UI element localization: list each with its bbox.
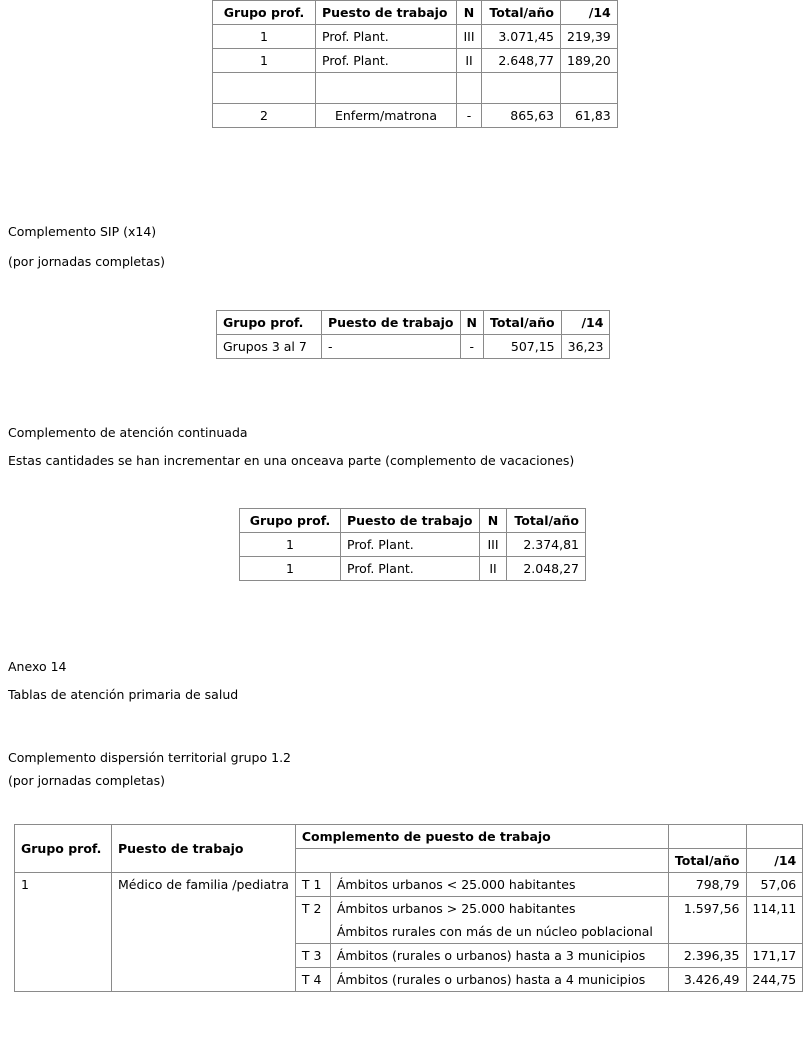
col-puesto-trabajo: Puesto de trabajo	[341, 509, 480, 533]
col-n: N	[457, 1, 482, 25]
table-atencion-continuada	[239, 508, 586, 581]
cell-puesto: Prof. Plant.	[316, 25, 457, 49]
cell-tramo: T 3	[295, 944, 330, 968]
cell-catorce: 61,83	[561, 104, 618, 128]
col-complemento-puesto: Complemento de puesto de trabajo	[295, 825, 668, 849]
cell-total: 865,63	[482, 104, 561, 128]
table-row	[213, 25, 618, 49]
spacer-cell-catorce	[746, 825, 803, 849]
cell-catorce	[561, 73, 618, 104]
col-grupo-prof: Grupo prof.	[217, 311, 322, 335]
cell-grupo	[213, 73, 316, 104]
table-row	[217, 335, 610, 359]
cell-puesto: Médico de familia /pediatra	[112, 873, 296, 992]
cell-total: 3.071,45	[482, 25, 561, 49]
subheader-blank	[295, 849, 668, 873]
paragraph-anexo-14: Anexo 14	[8, 659, 67, 674]
cell-total: 2.648,77	[482, 49, 561, 73]
paragraph-tablas-atencion-primaria: Tablas de atención primaria de salud	[8, 687, 239, 702]
paragraph-jornadas-completas-1: (por jornadas completas)	[8, 254, 166, 269]
cell-descripcion: Ámbitos (rurales o urbanos) hasta a 3 municipios	[330, 944, 668, 968]
table-header-row	[213, 1, 618, 25]
col-puesto-trabajo: Puesto de trabajo	[316, 1, 457, 25]
paragraph-atencion-continuada: Complemento de atención continuada	[8, 425, 248, 440]
col-catorce: /14	[561, 1, 618, 25]
table-row	[240, 533, 586, 557]
cell-grupo: 1	[213, 25, 316, 49]
paragraph-complemento-dispersion: Complemento dispersión territorial grupo 1.2	[8, 750, 291, 765]
paragraph-incremento-onceava: Estas cantidades se han incrementar en una onceava parte (complemento de vacaciones)	[8, 453, 575, 468]
cell-tramo: T 1	[295, 873, 330, 897]
table-header-row	[240, 509, 586, 533]
col-total-ano: Total/año	[482, 1, 561, 25]
cell-catorce: 114,11	[746, 897, 803, 944]
table-row-empty	[213, 73, 618, 104]
cell-descripcion: Ámbitos urbanos > 25.000 habitantes	[330, 897, 668, 921]
cell-n	[457, 73, 482, 104]
cell-puesto: Prof. Plant.	[341, 557, 480, 581]
spacer-cell-total	[668, 825, 746, 849]
cell-descripcion: Ámbitos urbanos < 25.000 habitantes	[330, 873, 668, 897]
cell-catorce: 171,17	[746, 944, 803, 968]
table-header-row	[15, 825, 803, 849]
cell-total: 507,15	[483, 335, 561, 359]
cell-tramo: T 4	[295, 968, 330, 992]
cell-total: 2.048,27	[507, 557, 586, 581]
table-retribuciones-1	[212, 0, 618, 128]
table-row	[240, 557, 586, 581]
cell-total: 2.374,81	[507, 533, 586, 557]
cell-catorce: 244,75	[746, 968, 803, 992]
paragraph-complemento-sip: Complemento SIP (x14)	[8, 224, 157, 239]
cell-n: II	[457, 49, 482, 73]
cell-n: -	[457, 104, 482, 128]
cell-descripcion: Ámbitos rurales con más de un núcleo poblacional	[330, 920, 668, 944]
cell-grupo: 1	[15, 873, 112, 992]
cell-grupo: 1	[213, 49, 316, 73]
table-4-wrapper	[14, 824, 803, 992]
cell-puesto: Prof. Plant.	[341, 533, 480, 557]
cell-grupo: Grupos 3 al 7	[217, 335, 322, 359]
col-grupo-prof: Grupo prof.	[240, 509, 341, 533]
cell-puesto: Prof. Plant.	[316, 49, 457, 73]
cell-grupo: 2	[213, 104, 316, 128]
cell-grupo: 1	[240, 557, 341, 581]
col-puesto-trabajo: Puesto de trabajo	[112, 825, 296, 873]
col-grupo-prof: Grupo prof.	[213, 1, 316, 25]
table-complemento-sip	[216, 310, 610, 359]
cell-total	[482, 73, 561, 104]
table-1-wrapper	[212, 0, 618, 128]
cell-grupo: 1	[240, 533, 341, 557]
col-puesto-trabajo: Puesto de trabajo	[322, 311, 461, 335]
table-row	[213, 104, 618, 128]
table-dispersion-territorial	[14, 824, 803, 992]
cell-total: 798,79	[668, 873, 746, 897]
col-n: N	[480, 509, 507, 533]
table-row	[15, 873, 803, 897]
cell-total: 3.426,49	[668, 968, 746, 992]
cell-total: 1.597,56	[668, 897, 746, 944]
cell-tramo: T 2	[295, 897, 330, 944]
cell-catorce: 219,39	[561, 25, 618, 49]
cell-n: II	[480, 557, 507, 581]
cell-puesto	[316, 73, 457, 104]
cell-catorce: 189,20	[561, 49, 618, 73]
cell-n: III	[457, 25, 482, 49]
table-row	[213, 49, 618, 73]
cell-n: -	[460, 335, 483, 359]
col-total-ano: Total/año	[483, 311, 561, 335]
paragraph-jornadas-completas-2: (por jornadas completas)	[8, 773, 166, 788]
cell-descripcion: Ámbitos (rurales o urbanos) hasta a 4 municipios	[330, 968, 668, 992]
cell-puesto: -	[322, 335, 461, 359]
col-total-ano: Total/año	[507, 509, 586, 533]
col-catorce: /14	[561, 311, 610, 335]
col-grupo-prof: Grupo prof.	[15, 825, 112, 873]
table-header-row	[217, 311, 610, 335]
col-total-ano: Total/año	[668, 849, 746, 873]
cell-catorce: 57,06	[746, 873, 803, 897]
table-2-wrapper	[216, 310, 610, 359]
cell-n: III	[480, 533, 507, 557]
table-3-wrapper	[239, 508, 586, 581]
col-catorce: /14	[746, 849, 803, 873]
cell-puesto: Enferm/matrona	[316, 104, 457, 128]
col-n: N	[460, 311, 483, 335]
cell-total: 2.396,35	[668, 944, 746, 968]
cell-catorce: 36,23	[561, 335, 610, 359]
